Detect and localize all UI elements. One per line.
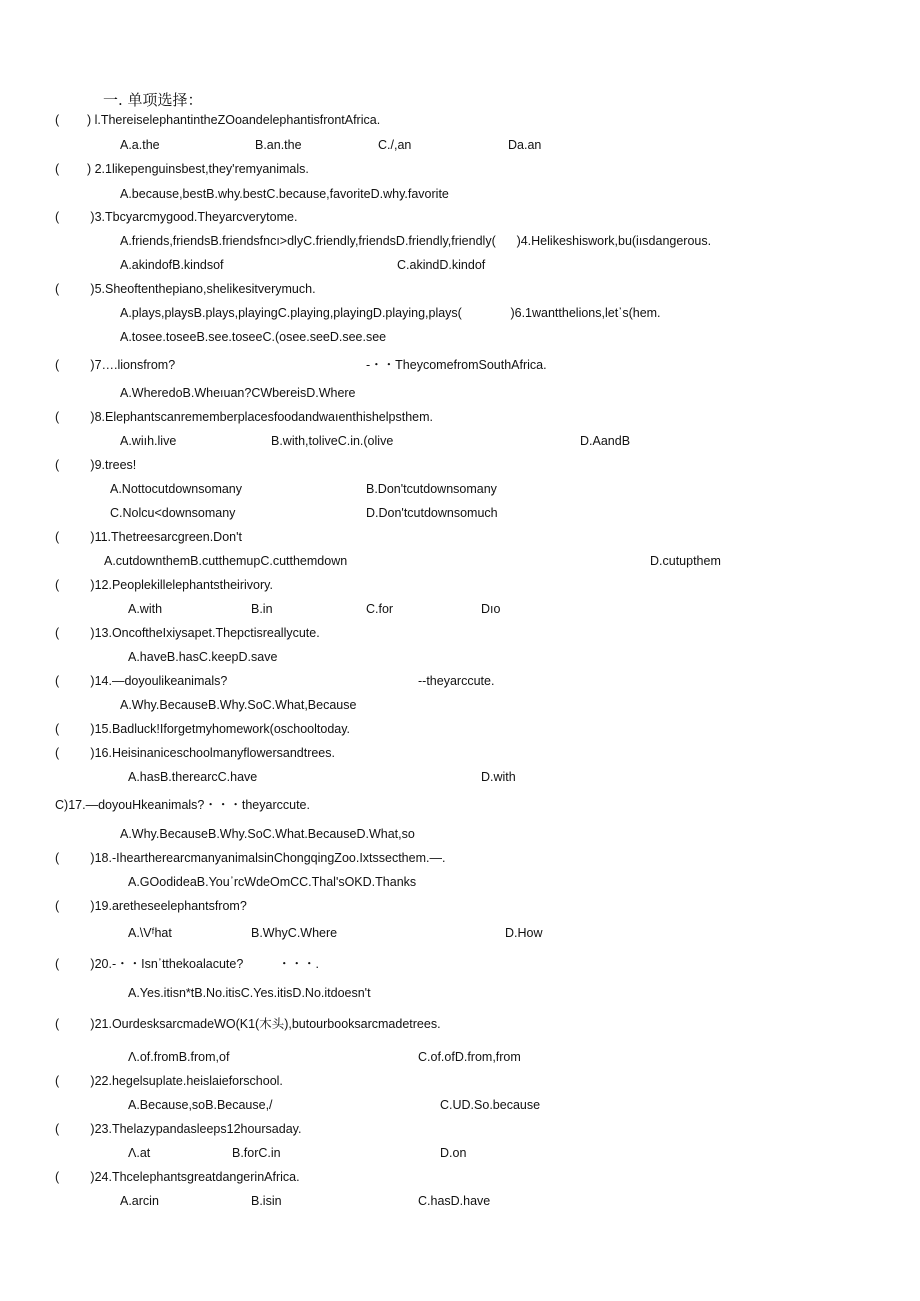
question-line: A.\Vᶠhat [128,926,172,940]
question-line: A.Because,soB.Because,/ [128,1098,273,1112]
question-line: D.How [505,926,543,940]
question-line: ( )12.Peoplekillelephantstheirivory. [55,578,273,592]
question-line: A.Why.BecauseB.Why.SoC.What.BecauseD.What,so [120,827,415,841]
question-line: C.hasD.have [418,1194,491,1208]
question-line: ( )23.Thelazypandasleeps12hoursaday. [55,1122,302,1136]
question-line: A.Why.BecauseB.Why.SoC.What,Because [120,698,357,712]
question-line: D.on [440,1146,467,1160]
question-line: A.haveB.hasC.keepD.save [128,650,278,664]
question-line: C.of.ofD.from,from [418,1050,521,1064]
question-line: B.an.the [255,138,302,152]
question-line: ( )13.OncoftheIxiysapet.Thepctisreallycute. [55,626,320,640]
question-line: A.friends,friendsB.friendsfncı>dlyC.friendly,friendsD.friendly,friendly( )4.Helikeshiswork,bu(iısdangerous. [120,234,712,248]
question-line: A.GOodideaB.You᾿rcWdeOmCC.Thal'sOKD.Thanks [128,875,417,889]
question-line: D.AandB [580,434,631,448]
question-line: ( )11.Thetreesarcgreen.Don't [55,530,242,544]
question-line: ( )21.OurdesksarcmadeWO(K1(木头),butourbooksarcmadetrees. [55,1017,441,1031]
question-line: ( )3.Tbcyarcmygood.Theyarcverytome. [55,210,298,224]
question-line: C)17.—doyouHkeanimals?・・・theyarccute. [55,798,310,812]
question-line: ( )19.aretheseelephantsfrom? [55,899,247,913]
question-line: B.with,toliveC.in.(olive [271,434,394,448]
question-line: ( )15.Badluck!Iforgetmyhomework(oschooltoday. [55,722,351,736]
question-line: Λ.of.fromB.from,of [128,1050,230,1064]
question-line: A.plays,playsB.plays,playingC.playing,playingD.playing,plays( )6.1wantthelions,let᾿s(hem. [120,306,661,320]
question-line: A.hasB.therearcC.have [128,770,258,784]
question-line: C.akindD.kindof [397,258,486,272]
question-line: A.Nottocutdownsomany [110,482,243,496]
question-line: B.WhyC.Where [251,926,338,940]
question-line: ( ) 2.1likepenguinsbest,they'remyanimals. [55,162,309,176]
question-line: A.akindofB.kindsof [120,258,224,272]
question-line: A.a.the [120,138,160,152]
question-line: ( )8.Elephantscanrememberplacesfoodandwaıenthishelpsthem. [55,410,433,424]
question-line: Dıo [481,602,501,616]
question-line: ( )14.—doyoulikeanimals? [55,674,228,688]
question-line: -・・TheycomefromSouthAfrica. [366,358,547,372]
question-line: D.Don'tcutdownsomuch [366,506,498,520]
question-line: ( )18.-IheartherearcmanyanimalsinChongqingZoo.Ixtssecthem.—. [55,851,446,865]
question-line: A.Yes.itisn*tB.No.itisC.Yes.itisD.No.itdoesn't [128,986,371,1000]
question-line: A.arcin [120,1194,159,1208]
question-line: B.Don'tcutdownsomany [366,482,497,496]
question-line: Da.an [508,138,542,152]
question-line: Λ.at [128,1146,151,1160]
question-line: A.cutdownthemB.cutthemupC.cutthemdown [104,554,348,568]
question-line: D.with [481,770,516,784]
question-line: A.WheredoB.Wheıuan?CWbereisD.Where [120,386,356,400]
question-line: C./,an [378,138,412,152]
question-line: A.wiıh.live [120,434,177,448]
section-title: 一. 单项选择： [103,91,203,109]
question-line: B.isin [251,1194,282,1208]
question-line: ( )16.Heisinaniceschoolmanyflowersandtrees. [55,746,335,760]
question-line: --theyarccute. [418,674,495,688]
question-line: ( )5.Sheoftenthepiano,shelikesitverymuch. [55,282,316,296]
question-line: D.cutupthem [650,554,721,568]
question-line: A.because,bestB.why.bestC.because,favoriteD.why.favorite [120,187,449,201]
question-line: ( )9.trees! [55,458,137,472]
question-line: ( )24.ThcelephantsgreatdangerinAfrica. [55,1170,300,1184]
question-line: A.with [128,602,163,616]
question-line: ( )7….lionsfrom? [55,358,176,372]
question-line: ( )22.hegelsuplate.heislaieforschool. [55,1074,283,1088]
question-line: A.tosee.toseeB.see.toseeC.(osee.seeD.see.see [120,330,387,344]
question-line: C.Nolcu<downsomany [110,506,236,520]
question-line: C.UD.So.because [440,1098,541,1112]
question-line: ( )20.-・・Isn᾿tthekoalacute? ・・・. [55,957,319,971]
question-line: C.for [366,602,394,616]
question-line: ( ) l.ThereiselephantintheZOoandelephantisfrontAfrica. [55,113,381,127]
question-line: B.in [251,602,273,616]
question-line: B.forC.in [232,1146,281,1160]
